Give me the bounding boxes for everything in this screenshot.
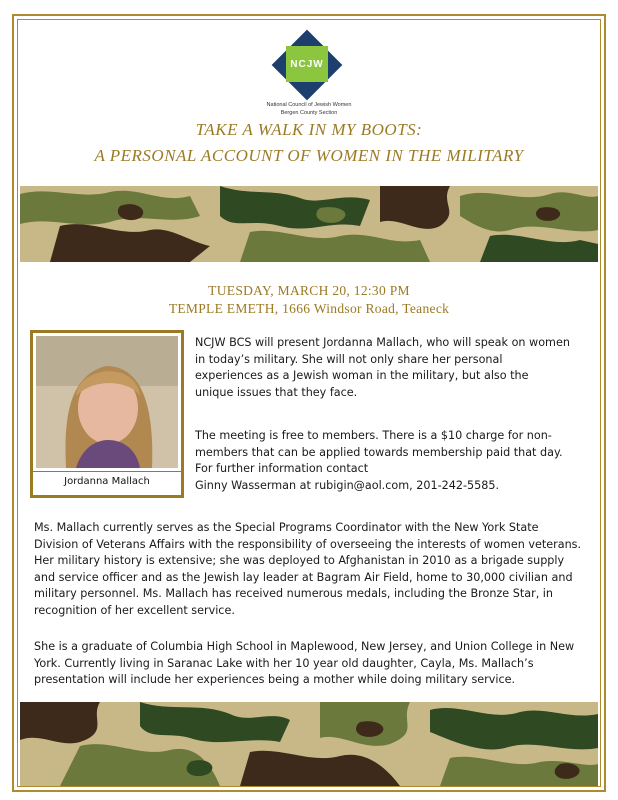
event-location: TEMPLE EMETH, 1666 Windsor Road, Teaneck [168,301,450,316]
ncjw-logo [270,28,344,102]
event-date-time: TUESDAY, MARCH 20, 12:30 PM [208,283,410,298]
org-name: National Council of Jewish Women [266,102,352,108]
org-section: Bergen County Section [280,110,338,116]
intro-paragraph [195,335,570,401]
meeting-fee-text: The meeting is free to members. There is a $10 charge for non-members that can be applied towards membership paid that day. [195,429,563,459]
speaker-photo-caption: Jordanna Mallach [33,471,181,487]
title-line-2: A PERSONAL ACCOUNT OF WOMEN IN THE MILITARY [94,146,524,165]
bio-paragraph-2 [34,639,586,689]
bio-text-2: She is a graduate of Columbia High School in Maplewood, New Jersey, and Union College in New York. Currently living in Saranac Lake with her 10 year old daughter, Cayla, Ms. Mallach’s presentation will include her experiences being a mother while doing military service. [34,640,575,687]
speaker-photo [36,336,178,468]
meeting-info [195,428,570,494]
contact-details: Ginny Wasserman at rubigin@aol.com, 201-242-5585. [195,478,500,492]
speaker-photo-frame [30,330,184,498]
logo-mark: NCJW [286,46,328,82]
title-line-1: TAKE A WALK IN MY BOOTS: [195,120,423,139]
camo-banner-bottom [20,702,598,786]
camo-banner-top [20,186,598,262]
intro-text: NCJW BCS will present Jordanna Mallach, who will speak on women in today’s military. She will not only share her personal experiences as a Jewish woman in the military, but also the unique issues that they face. [195,336,570,399]
bio-paragraph-1 [34,520,586,620]
contact-label: For further information contact [195,462,369,476]
bio-text-1: Ms. Mallach currently serves as the Special Programs Coordinator with the New York State Division of Veterans Affairs with the responsibility of overseeing the interests of women veterans. Her military history is extensive; she was deployed to Afghanistan in 2010 as a brigade supply and service officer and as the Jewish lay leader at Bagram Air Field, home to 30,000 civilian and military personnel. Ms. Mallach has received numerous medals, including the Bronze Star, in recognition of her excellent service. [34,521,582,617]
